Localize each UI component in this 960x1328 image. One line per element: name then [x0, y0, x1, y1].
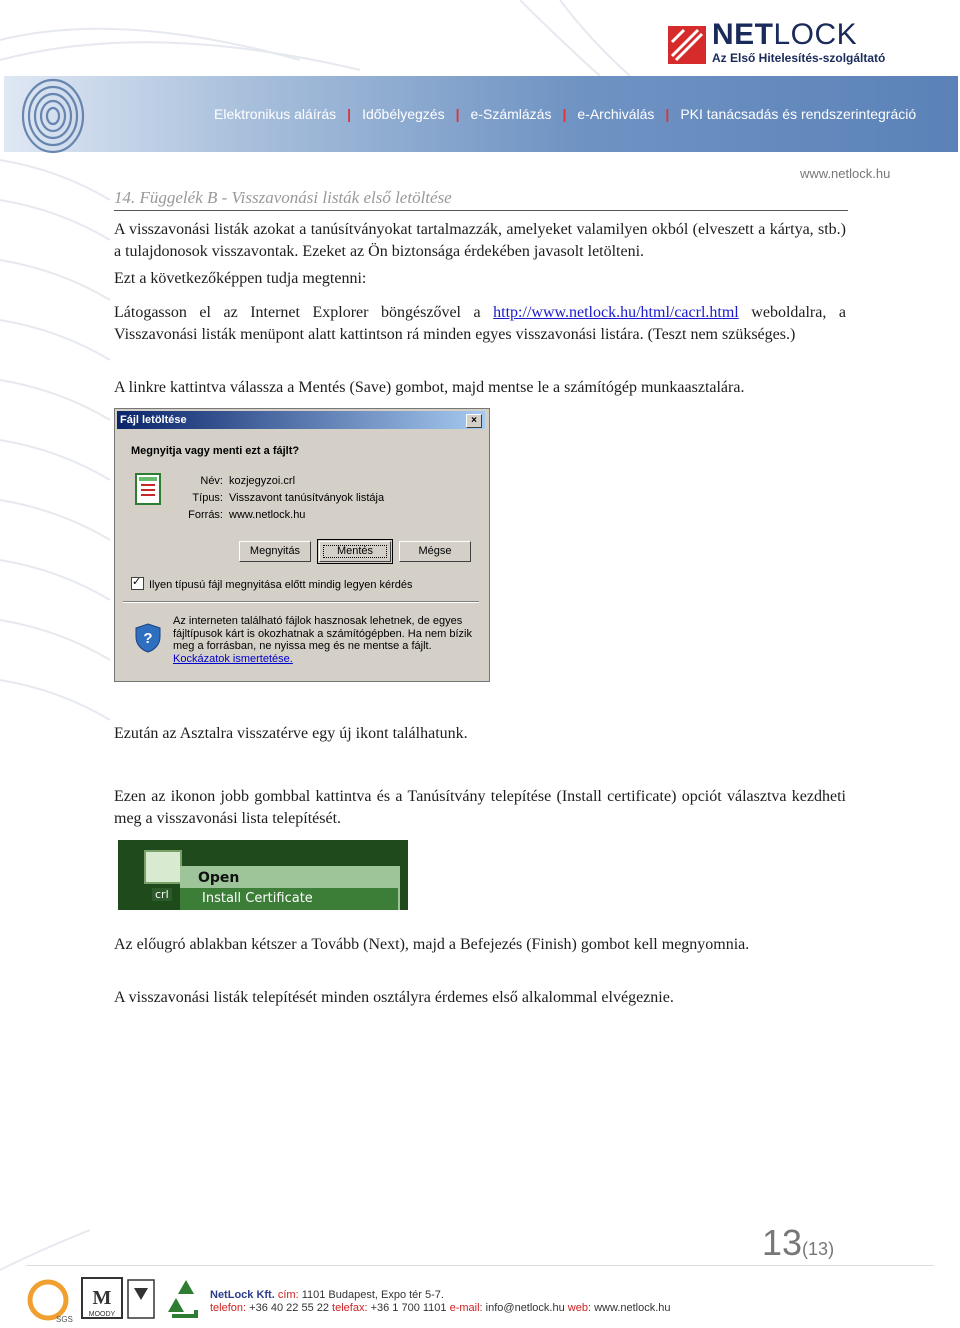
- nav-item-e-invoicing[interactable]: e-Számlázás: [470, 106, 552, 122]
- footer-web[interactable]: www.netlock.hu: [594, 1302, 671, 1314]
- crl-icon-label: crl: [152, 888, 172, 901]
- sgs-label: SGS: [56, 1315, 73, 1324]
- footer-line-contact: telefon: +36 40 22 55 22 telefax: +36 1 700 1101 e-mail: info@netlock.hu web: www.netlock.hu: [210, 1302, 671, 1314]
- footer-line-address: NetLock Kft. cím: 1101 Budapest, Expo tér 5-7.: [210, 1289, 444, 1301]
- footer-rule: [26, 1265, 934, 1266]
- file-type-row: Típus: Visszavont tanúsítványok listája: [192, 492, 385, 504]
- dialog-warning: Az interneten található fájlok hasznosak lehetnek, de egyes fájltípusok kárt is okozhatnak a számítógépben. Ha nem bízik meg a forrásban, ne nyissa meg és ne mentse a fájlt. Kockázatok ismertetése.: [173, 615, 472, 665]
- nav-item-timestamp[interactable]: Időbélyegzés: [362, 106, 445, 122]
- paragraph-save: A linkre kattintva válassza a Mentés (Save) gombot, majd mentse le a számítógép munkaasztalára.: [114, 379, 745, 396]
- nav-item-electronic-signature[interactable]: Elektronikus aláírás: [214, 106, 337, 122]
- cancel-button[interactable]: Mégse: [399, 541, 471, 562]
- logo-tagline: Az Első Hitelesítés-szolgáltató: [712, 51, 886, 65]
- nav-separator: |: [455, 106, 460, 122]
- certification-logos: [26, 1276, 206, 1324]
- menu-item-install-certificate[interactable]: Install Certificate: [180, 888, 398, 910]
- moody-logo-icon: [82, 1278, 122, 1318]
- open-button[interactable]: Megnyitás: [239, 541, 311, 562]
- dialog-separator: [123, 601, 479, 603]
- always-ask-checkbox-row[interactable]: [131, 577, 413, 591]
- svg-text:?: ?: [143, 630, 153, 647]
- nav-item-pki-consulting[interactable]: PKI tanácsadás és rendszerintegráció: [680, 106, 917, 122]
- close-button[interactable]: ×: [466, 414, 482, 428]
- file-source-value: www.netlock.hu: [229, 509, 306, 521]
- paragraph-how: Ezt a következőképpen tudja megtenni:: [114, 270, 367, 287]
- ukas-logo-icon: [128, 1280, 154, 1318]
- moody-label: MOODY: [88, 1311, 116, 1318]
- fingerprint-icon: [18, 72, 88, 154]
- paragraph-desktop-icon: Ezután az Asztalra visszatérve egy új ikont találhatunk.: [114, 725, 468, 742]
- nav-item-e-archiving[interactable]: e-Archiválás: [577, 106, 655, 122]
- save-button[interactable]: Mentés: [319, 541, 391, 562]
- risks-link[interactable]: Kockázatok ismertetése.: [173, 652, 293, 665]
- paragraph-visit: Látogasson el az Internet Explorer böngészővel a http://www.netlock.hu/html/cacrl.html weboldalra, a Visszavonási listák menüpont alatt kattintson rá minden egyes visszavonási listára. (Teszt nem szükséges.): [114, 304, 846, 343]
- nav-separator: |: [665, 106, 670, 122]
- file-download-dialog: [114, 408, 490, 682]
- svg-text:M: M: [92, 1287, 112, 1309]
- nav-separator: |: [347, 106, 352, 122]
- paragraph-wizard: Az előugró ablakban kétszer a Tovább (Next), majd a Befejezés (Finish) gombot kell megnyomnia.: [114, 936, 750, 953]
- file-name-row: Név: kozjegyzoi.crl: [200, 475, 296, 487]
- header-url[interactable]: www.netlock.hu: [800, 166, 891, 181]
- certificate-file-icon: [135, 473, 161, 505]
- heading-rule: [114, 210, 848, 211]
- dialog-titlebar: [117, 411, 485, 429]
- dialog-question: Megnyitja vagy menti ezt a fájlt?: [131, 445, 300, 457]
- crl-page-link[interactable]: http://www.netlock.hu/html/cacrl.html: [493, 304, 739, 321]
- menu-item-open[interactable]: Open: [198, 870, 240, 886]
- always-ask-checkbox[interactable]: [131, 577, 144, 590]
- always-ask-label: Ilyen típusú fájl megnyitása előtt mindig legyen kérdés: [149, 579, 413, 591]
- context-menu-screenshot: [118, 840, 408, 910]
- crl-file-icon: [144, 850, 182, 884]
- sgs-logo-icon: [30, 1282, 73, 1324]
- netlock-logo: [668, 18, 912, 68]
- file-name-value: kozjegyzoi.crl: [229, 475, 296, 487]
- file-source-row: Forrás: www.netlock.hu: [188, 509, 306, 521]
- header-banner: [4, 76, 958, 152]
- security-shield-icon: [135, 623, 161, 653]
- footer-email[interactable]: info@netlock.hu: [485, 1302, 565, 1314]
- paragraph-all-classes: A visszavonási listák telepítését minden osztályra érdemes első alkalommal elvégeznie.: [114, 989, 674, 1006]
- paragraph-intro: A visszavonási listák azokat a tanúsítványokat tartalmazzák, amelyeket valamilyen okból (elveszett a kártya, stb.) a tulajdonosok visszavontak. Ezeket az Ön biztonsága érdekében javasolt letölteni.: [114, 221, 846, 260]
- nav-separator: |: [562, 106, 567, 122]
- dialog-title: Fájl letöltése: [120, 414, 187, 426]
- logo-mark-icon: [668, 26, 706, 64]
- logo-wordmark: NETLOCK: [712, 18, 858, 51]
- section-heading: 14. Függelék B - Visszavonási listák első letöltése: [114, 188, 452, 207]
- top-navigation: [214, 106, 916, 122]
- file-type-value: Visszavont tanúsítványok listája: [229, 492, 385, 504]
- page-number: 13(13): [762, 1222, 835, 1263]
- paragraph-right-click: Ezen az ikonon jobb gombbal kattintva és a Tanúsítvány telepítése (Install certificate) opciót választva kezdheti meg a visszavonási lista telepítését.: [114, 788, 846, 827]
- recycle-icon: [168, 1280, 196, 1316]
